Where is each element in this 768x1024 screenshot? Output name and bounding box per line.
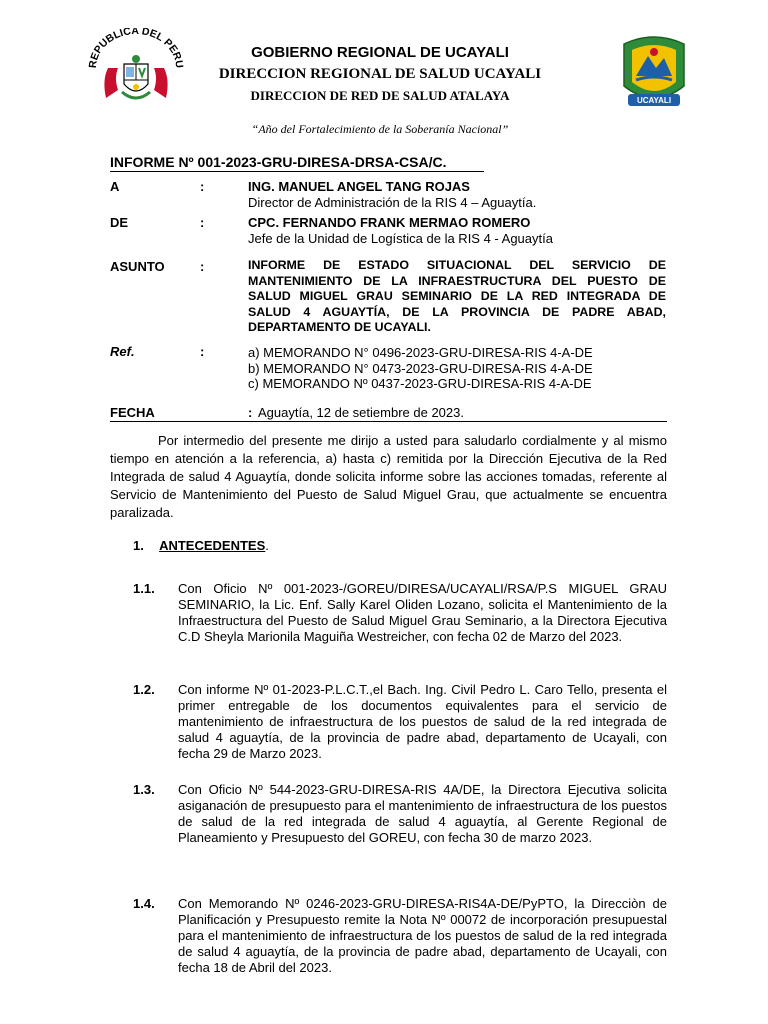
recipient-role: Director de Administración de la RIS 4 – Aguaytía.	[248, 194, 537, 210]
sender-role: Jefe de la Unidad de Logística de la RIS 4 - Aguaytía	[248, 230, 553, 246]
org-line-red-salud: DIRECCION DE RED DE SALUD ATALAYA	[250, 88, 510, 103]
reference-item: b) MEMORANDO N° 0473-2023-GRU-DIRESA-RIS 4-A-DE	[248, 360, 593, 376]
field-label-de: DE	[110, 215, 129, 230]
org-line-direccion-regional: DIRECCION REGIONAL DE SALUD UCAYALI	[218, 66, 542, 82]
field-label-a: A	[110, 179, 120, 194]
item-number: 1.4.	[133, 896, 155, 911]
field-label-fecha: FECHA	[110, 405, 155, 420]
reference-item: c) MEMORANDO Nº 0437-2023-GRU-DIRESA-RIS 4-A-DE	[248, 376, 592, 391]
year-motto: “Año del Fortalecimiento de la Soberanía Nacional”	[251, 122, 509, 136]
svg-text:UCAYALI: UCAYALI	[636, 96, 672, 105]
field-colon: :	[200, 259, 205, 274]
section-number: 1.	[133, 538, 144, 553]
item-number: 1.3.	[133, 782, 155, 797]
field-value-fecha: Aguaytía, 12 de setiembre de 2023.	[258, 405, 464, 420]
informe-underline	[110, 171, 484, 172]
header-divider	[110, 421, 667, 422]
field-label-asunto: ASUNTO	[110, 259, 165, 274]
item-number: 1.2.	[133, 682, 155, 697]
item-number: 1.1.	[133, 581, 155, 596]
informe-number: INFORME Nº 001-2023-GRU-DIRESA-DRSA-CSA/C.	[110, 154, 447, 170]
antecedente-item: Con informe Nº 01-2023-P.L.C.T.,el Bach. Ing. Civil Pedro L. Caro Tello, presenta el primer entregable de los documentos equivalentes para el servicio de mantenimiento de infraestructura de los puestos de salud de la red integrada de salud 4 aguaytía, de la provincia de padre abad, departamento de Ucayali, con fecha 29 de Marzo 2023.	[178, 682, 667, 761]
subject-text: INFORME DE ESTADO SITUACIONAL DEL SERVICIO DE MANTENIMIENTO DE LA INFRAESTRUCTURA DEL PUESTO DE SALUD MIGUEL GRAU SEMINARIO DE LA RED INTEGRADA DE SALUD 4 AGUAYTÍA, DE LA PROVINCIA DE PADRE ABAD, DEPARTAMENTO DE UCAYALI.	[248, 258, 666, 335]
reference-item: a) MEMORANDO N° 0496-2023-GRU-DIRESA-RIS 4-A-DE	[248, 345, 593, 360]
recipient-name: ING. MANUEL ANGEL TANG ROJAS	[248, 179, 470, 194]
ucayali-emblem	[614, 30, 694, 112]
field-colon: :	[248, 405, 253, 420]
reference-list	[248, 345, 666, 392]
section-heading-antecedentes	[133, 538, 269, 553]
field-value-de	[248, 215, 666, 246]
svg-text:REPUBLICA DEL PERU: REPUBLICA DEL PERU	[88, 28, 184, 69]
field-colon: :	[200, 344, 205, 359]
field-value-a	[248, 179, 666, 210]
field-label-ref: Ref.	[110, 344, 135, 359]
field-colon: :	[200, 179, 205, 194]
org-line-gobierno: GOBIERNO REGIONAL DE UCAYALI	[251, 44, 509, 61]
sender-name: CPC. FERNANDO FRANK MERMAO ROMERO	[248, 215, 531, 230]
antecedente-item: Con Oficio Nº 544-2023-GRU-DIRESA-RIS 4A/DE, la Directora Ejecutiva solicita asiganación de presupuesto para el mantenimiento de infraestructura de los puestos de salud de la red integrada de salud 4 aguaytía, al Gerente Regional de Planeamiento y Presupuesto del GOREU, con fecha 30 de marzo 2023.	[178, 782, 667, 845]
antecedente-item: Con Oficio Nº 001-2023-/GOREU/DIRESA/UCAYALI/RSA/P.S MIGUEL GRAU SEMINARIO, la Lic. Enf. Sally Karel Oliden Lozano, solicita el Mantenimiento de la Infraestructura del Puesto de Salud Miguel Grau Seminario, a la Directora Ejecutiva C.D Sheyla Marionila Maguiña Westreicher, con fecha 02 de Marzo del 2023.	[178, 581, 667, 644]
field-colon: :	[200, 215, 205, 230]
section-trailing: .	[265, 538, 269, 553]
section-title: ANTECEDENTES	[159, 538, 266, 553]
antecedente-item: Con Memorando Nº 0246-2023-GRU-DIRESA-RIS4A-DE/PyPTO, la Direcciòn de Planificación y Presupuesto remite la Nota Nº 00072 de incorporación presupuestal para el mantenimiento de infraestructura de los puestos de salud de la red integrada de salud 4 aguaytía, de la provincia de padre abad, departamento de Ucayali, con fecha 18 de Abril del 2023.	[178, 896, 667, 975]
intro-paragraph: Por intermedio del presente me dirijo a usted para saludarlo cordialmente y al mismo tiempo en atención a la referencia, a) hasta c) remitida por la Dirección Ejecutiva de la Red Integrada de salud 4 Aguaytía, donde solicita informe sobre las acciones tomadas, referente al Servicio de Mantenimiento del Puesto de Salud Miguel Grau, que actualmente se encuentra paralizada.	[110, 433, 667, 520]
